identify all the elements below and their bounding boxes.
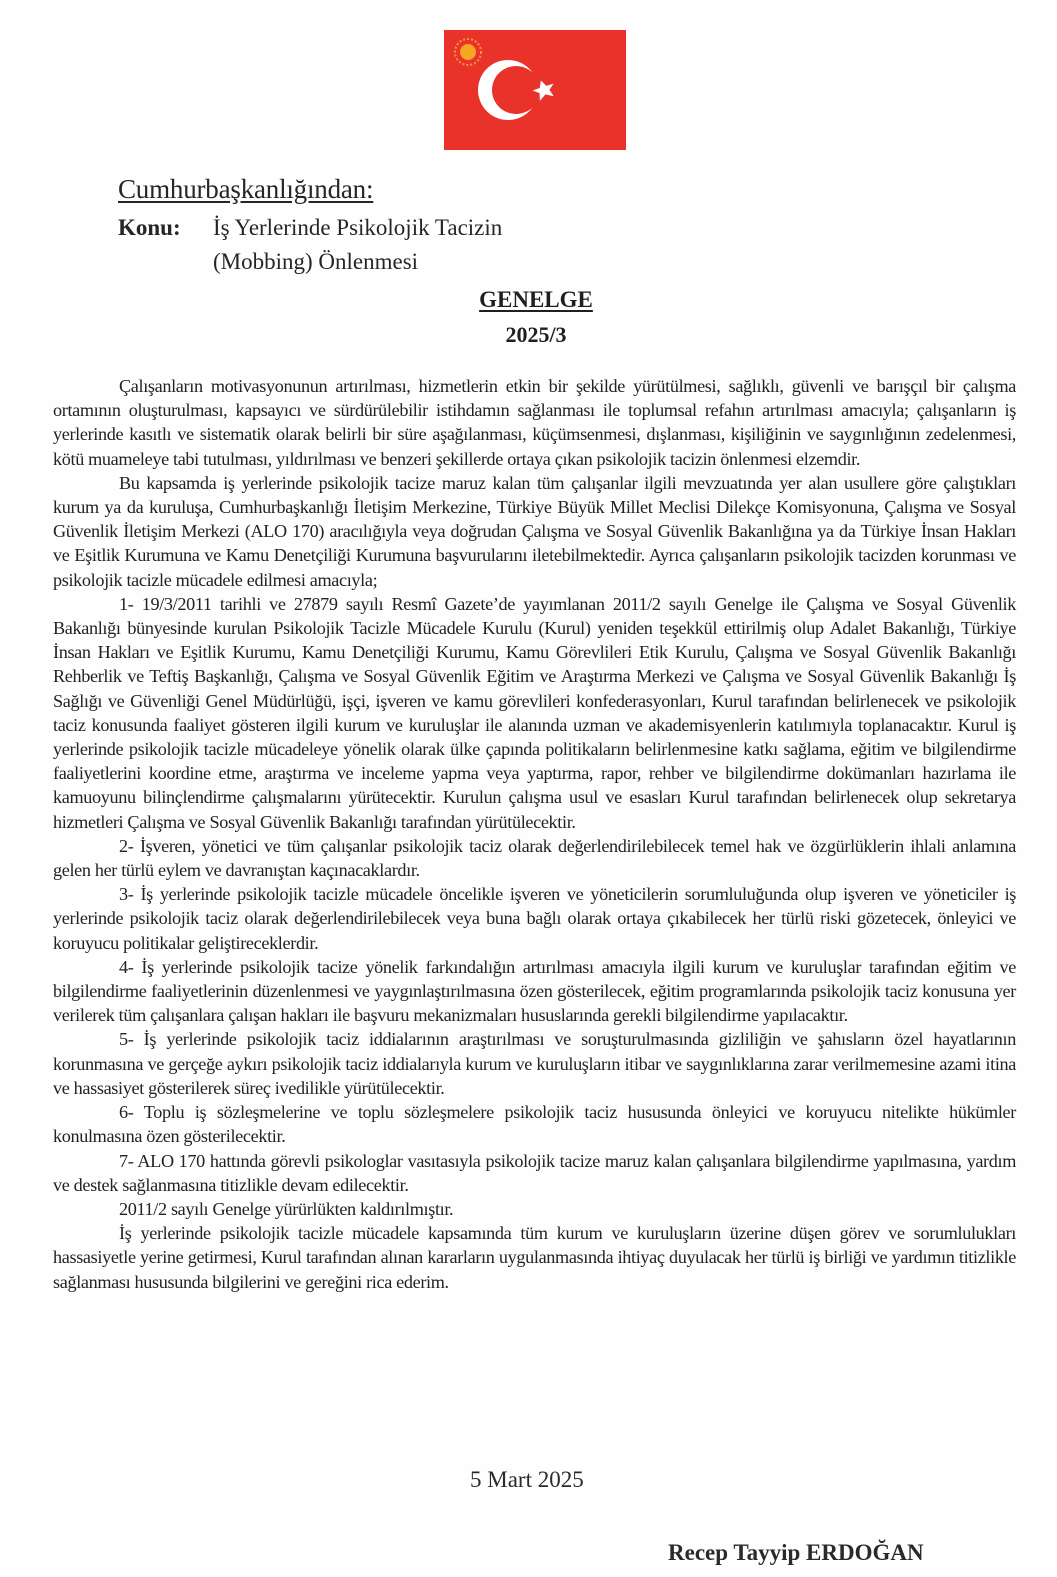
subject-line-1: İş Yerlerinde Psikolojik Tacizin [213,215,503,240]
paragraph-item-7: 7- ALO 170 hattında görevli psikologlar vasıtasıyla psikolojik tacize maruz kalan çalışanlara bilgilendirme yapılmasına, yardım ve destek sağlanmasına titizlikle devam edilecektir. [53,1150,1016,1195]
issuer-heading: Cumhurbaşkanlığından: [118,174,374,204]
document-number: 2025/3 [505,322,567,347]
paragraph-item-1: 1- 19/3/2011 tarihli ve 27879 sayılı Resmî Gazete’de yayımlanan 2011/2 sayılı Genelge ile Çalışma ve Sosyal Güvenlik Bakanlığı bünyesinde kurulan Psikolojik Tacizle Mücadele Kurulu (Kurul) yeniden teşekkül ettirilmiş olup Adalet Bakanlığı, Türkiye İnsan Hakları ve Eşitlik Kurumu, Kamu Denetçiliği Kurumu, Kamu Görevlileri Etik Kurulu, Çalışma ve Sosyal Güvenlik Bakanlığı Rehberlik ve Teftiş Başkanlığı, Çalışma ve Sosyal Güvenlik Eğitim ve Araştırma Merkezi ve Çalışma ve Sosyal Güvenlik Bakanlığı İş Sağlığı ve Güvenliği Genel Müdürlüğü, işçi, işveren ve kamu görevlileri konfederasyonları, Kurul tarafından belirlenecek ve psikolojik taciz konusunda faaliyet gösteren ilgili kurum ve kuruluşlar ile alanında uzman ve akademisyenlerin katılımıyla toplanacaktır. Kurul iş yerlerinde psikolojik tacizle mücadeleye yönelik olarak ülke çapında politikaların belirlenmesine katkı sağlama, eğitim ve bilgilendirme faaliyetlerini koordine etme, araştırma ve inceleme yapma veya yaptırma, rapor, rehber ve bilgilendirme dokümanları hazırlama ile kamuoyunu bilinçlendirme çalışmalarını yürütecektir. Kurulun çalışma usul ve esasları Kurul tarafından belirlenecek olup sekretarya hizmetleri Çalışma ve Sosyal Güvenlik Bakanlığı tarafından yürütülecektir. [53,593,1016,832]
paragraph-item-6: 6- Toplu iş sözleşmelerine ve toplu sözleşmelere psikolojik taciz hususunda önleyici ve koruyucu nitelikte hükümler konulmasına özen gösterilecektir. [53,1102,1016,1147]
signatory-name: Recep Tayyip ERDOĞAN [668,1540,924,1565]
paragraph-closing: İş yerlerinde psikolojik tacizle mücadele kapsamında tüm kurum ve kuruluşların üzerine düşen görev ve sorumlulukları hassasiyetle yerine getirmesi, Kurul tarafından alınan kararların uygulanmasında ihtiyaç duyulacak her türlü iş birliği ve yardımın titizlikle sağlanması hususunda bilgilerini ve gereğini rica ederim. [53,1223,1016,1292]
paragraph-item-3: 3- İş yerlerinde psikolojik tacizle mücadele öncelikle işveren ve yöneticilerin sorumluluğunda olup işveren ve yöneticiler iş yerlerinde psikolojik taciz olarak değerlendirilebilecek veya buna bağlı olarak ortaya çıkabilecek her türlü riski gözetecek, önleyici ve koruyucu politikalar geliştireceklerdir. [53,884,1016,953]
subject-block [118,211,502,279]
turkish-presidential-flag-icon [444,30,626,150]
paragraph-intro: Çalışanların motivasyonunun artırılması, hizmetlerin etkin bir şekilde yürütülmesi, sağlıklı, güvenli ve barışçıl bir çalışma ortamının oluşturulması, kapsayıcı ve sürdürülebilir istihdamın sağlanması ile toplumsal refahın artırılması amacıyla; çalışanların iş yerlerinde kasıtlı ve sistematik olarak belirli bir süre aşağılanması, küçümsenmesi, dışlanması, kişiliğinin ve saygınlığının zedelenmesi, kötü muameleye tabi tutulması, yıldırılması ve benzeri şekillerde ortaya çıkan psikolojik tacizin önlenmesi elzemdir. [53,376,1016,469]
document-body [53,374,1016,1294]
paragraph-scope: Bu kapsamda iş yerlerinde psikolojik tacize maruz kalan tüm çalışanlar ilgili mevzuatında yer alan usullere göre çalıştıkları kurum ya da kuruluşa, Cumhurbaşkanlığı İletişim Merkezine, Türkiye Büyük Millet Meclisi Dilekçe Komisyonuna, Çalışma ve Sosyal Güvenlik İletişim Merkezi (ALO 170) aracılığıyla veya doğrudan Çalışma ve Sosyal Güvenlik Bakanlığına ya da Türkiye İnsan Hakları ve Eşitlik Kurumuna ve Kamu Denetçiliği Kurumuna başvurularını iletebilmektedir. Ayrıca çalışanların psikolojik tacizden korunması ve psikolojik tacizle mücadele edilmesi amacıyla; [53,472,1016,590]
paragraph-item-5: 5- İş yerlerinde psikolojik taciz iddialarının araştırılması ve soruşturulmasında gizliliğin ve şahısların özel hayatlarının korunmasına ve gerçeğe aykırı psikolojik taciz iddialarıyla kurum ve kuruluşların itibar ve saygınlıklarına zarar verilmemesine azami itina ve hassasiyet gösterilerek süreç ivedilikle yürütülecektir. [53,1029,1016,1098]
document-type-title: GENELGE [479,287,593,312]
subject-label: Konu: [118,215,181,240]
paragraph-item-4: 4- İş yerlerinde psikolojik tacize yönelik farkındalığın artırılması amacıyla ilgili kurum ve kuruluşlar tarafından eğitim ve bilgilendirme faaliyetlerinin düzenlenmesi ve yaygınlaştırılmasına özen gösterilecek, eğitim programlarında psikolojik taciz konusuna yer verilerek tüm çalışanlara çalışan hakları ile başvuru mekanizmaları hususlarında gerekli bilgilendirme yapılacaktır. [53,956,1016,1026]
paragraph-repeal: 2011/2 sayılı Genelge yürürlükten kaldırılmıştır. [119,1198,454,1219]
document-date: 5 Mart 2025 [470,1467,584,1492]
paragraph-item-2: 2- İşveren, yönetici ve tüm çalışanlar psikolojik taciz olarak değerlendirilebilecek temel hak ve özgürlüklerin ihlali anlamına gelen her türlü eylem ve davranıştan kaçınacaklardır. [53,835,1016,881]
subject-line-2: (Mobbing) Önlenmesi [213,249,419,274]
